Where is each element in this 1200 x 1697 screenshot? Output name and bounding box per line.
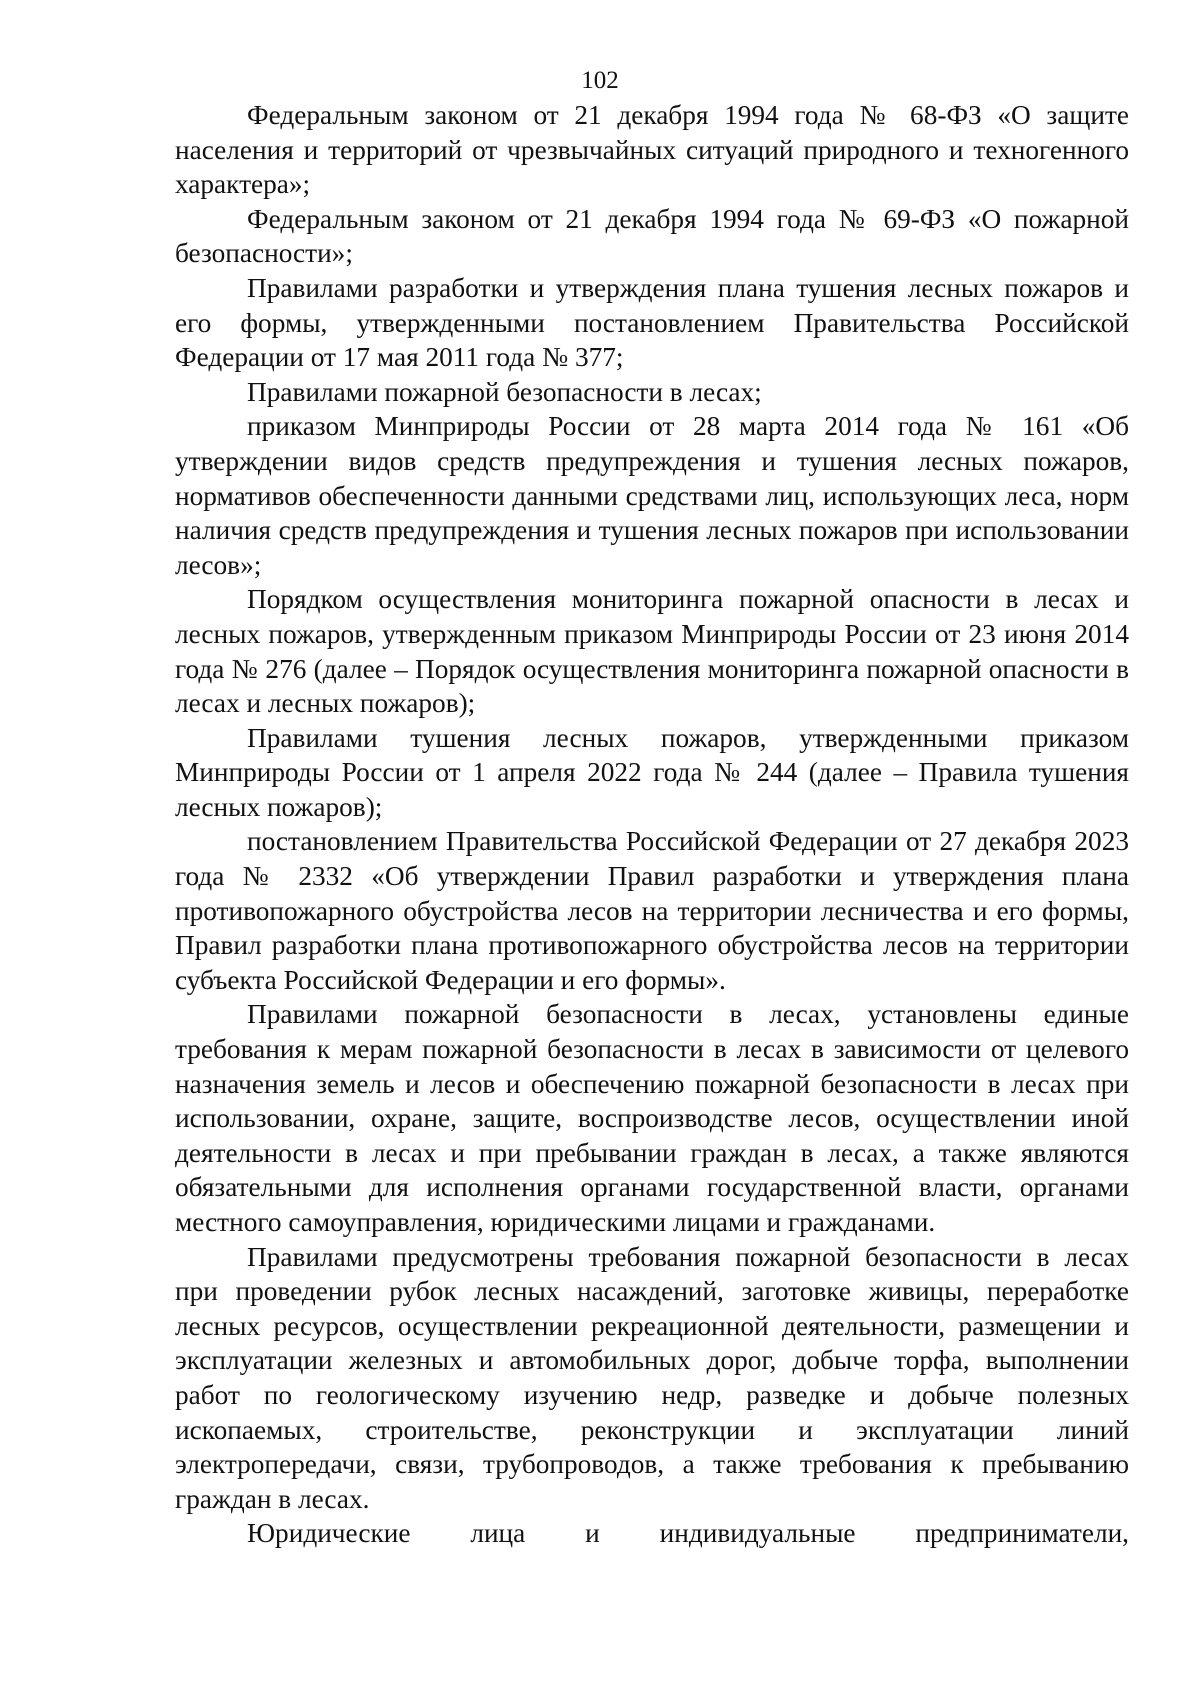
- paragraph-law-69fz: Федеральным законом от 21 декабря 1994 года № 69-ФЗ «О пожарной безопасности»;: [175, 203, 1129, 269]
- paragraph-monitoring-procedure: Порядком осуществления мониторинга пожарной опасности в лесах и лесных пожаров, утвержденным приказом Минприроды России от 23 июня 2014 года № 276 (далее – Порядок осуществления мониторинга пожарной опасности в лесах и лесных пожаров);: [175, 584, 1129, 719]
- paragraph-extinguishing-rules: Правилами тушения лесных пожаров, утвержденными приказом Минприроды России от 1 апреля 2022 года № 244 (далее – Правила тушения лесных пожаров);: [175, 722, 1129, 822]
- paragraph-uniform-requirements: Правилами пожарной безопасности в лесах, установлены единые требования к мерам пожарной безопасности в лесах в зависимости от целевого назначения земель и лесов и обеспечению пожарной безопасности в лесах при использовании, охране, защите, воспроизводстве лесов, осуществлении иной деятельности в лесах и при пребывании граждан в лесах, а также являются обязательными для исполнения органами государственной власти, органами местного самоуправления, юридическими лицами и гражданами.: [175, 999, 1129, 1237]
- paragraph-fire-plan-rules: Правилами разработки и утверждения плана тушения лесных пожаров и его формы, утвержденными постановлением Правительства Российской Федерации от 17 мая 2011 года № 377;: [175, 272, 1129, 373]
- body-text: [175, 98, 1129, 1551]
- paragraph-resolution-2332: постановлением Правительства Российской Федерации от 27 декабря 2023 года № 2332 «Об утверждении Правил разработки и утверждения плана противопожарного обустройства лесов на территории лесничества и его формы, Правил разработки плана противопожарного обустройства лесов на территории субъекта Российской Федерации и его формы».: [175, 826, 1129, 995]
- paragraph-order-161: приказом Минприроды России от 28 марта 2014 года № 161 «Об утверждении видов средств предупреждения и тушения лесных пожаров, нормативов обеспеченности данными средствами лиц, использующих леса, норм наличия средств предупреждения и тушения лесных пожаров при использовании лесов»;: [175, 411, 1129, 580]
- paragraph-fire-safety-rules: Правилами пожарной безопасности в лесах;: [247, 376, 762, 407]
- paragraph-activity-requirements: Правилами предусмотрены требования пожарной безопасности в лесах при проведении рубок лесных насаждений, заготовке живицы, переработке лесных ресурсов, осуществлении рекреационной деятельности, размещении и эксплуатации железных и автомобильных дорог, добыче торфа, выполнении работ по геологическому изучению недр, разведке и добыче полезных ископаемых, строительстве, реконструкции и эксплуатации линий электропередачи, связи, трубопроводов, а также требования к пребыванию граждан в лесах.: [175, 1241, 1129, 1514]
- paragraph-law-68fz: Федеральным законом от 21 декабря 1994 года № 68-ФЗ «О защите населения и территорий от чрезвычайных ситуаций природного и техногенного характера»;: [175, 100, 1129, 200]
- paragraph-legal-entities: Юридические лица и индивидуальные предприниматели,: [247, 1518, 1129, 1549]
- page-number: 102: [581, 67, 619, 94]
